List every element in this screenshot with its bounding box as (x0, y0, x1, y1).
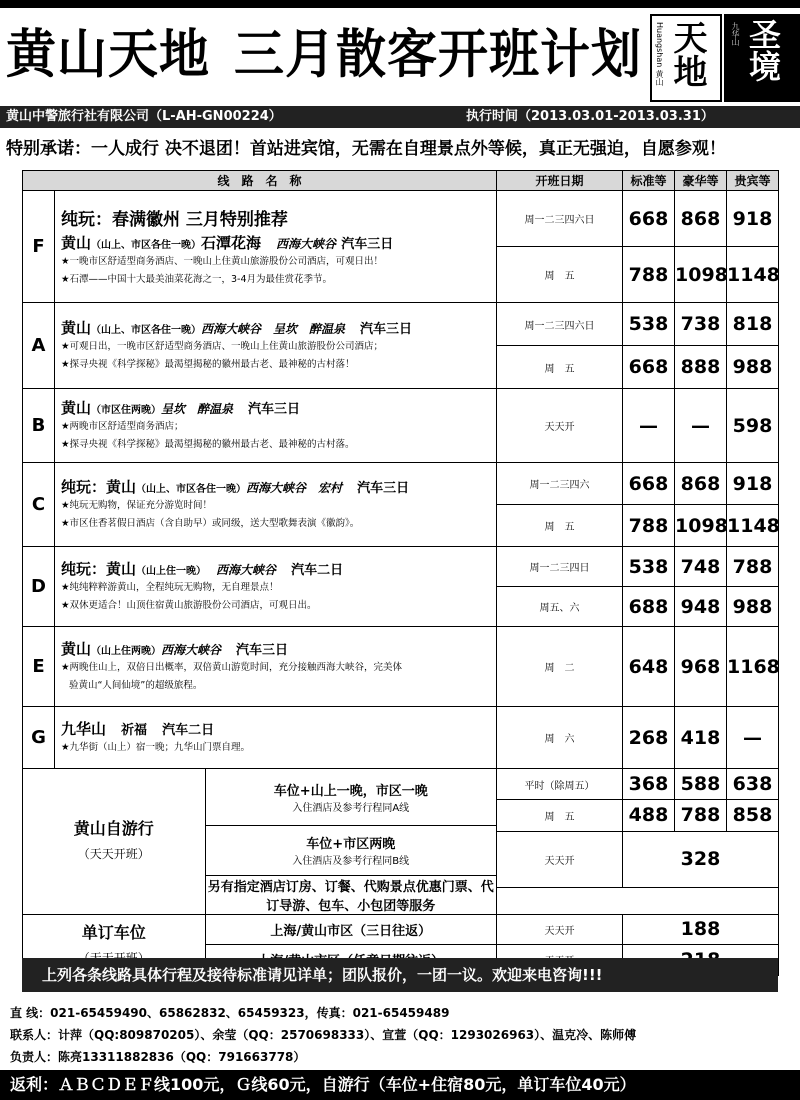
route-transport: 汽车三日 (341, 236, 394, 252)
route-note: ★纯纯粹粹游黄山，全程纯玩无购物，无自理景点！ (61, 582, 279, 593)
price-luxury: 418 (675, 707, 727, 769)
route-date: 周一二三四六日 (497, 303, 623, 346)
shengjing-logo-small: 九华山 (731, 22, 740, 46)
route-note: ★探寻央视《科学探秘》最渴望揭秘的徽州最古老、最神秘的古村落！ (61, 359, 355, 370)
route-note: 验黄山“人间仙境”的超级旅程。 (69, 680, 203, 691)
price-vip: 988 (727, 346, 779, 389)
route-name: 九华山 (61, 720, 107, 738)
header-vip: 贵宾等 (727, 171, 779, 191)
route-note: ★双休更适合！山顶住宿黄山旅游股份公司酒店，可观日出。 (61, 600, 317, 611)
price-luxury: 968 (675, 627, 727, 707)
self-tour-title: 黄山自游行 (73, 819, 154, 839)
route-c-row-1 (23, 463, 779, 505)
route-d-desc (55, 547, 497, 627)
contact-manager: 负责人：陈亮13311882836（QQ：791663778） (10, 1050, 306, 1064)
seat-route-1: 上海/黄山市区（三日往返） (205, 915, 496, 945)
route-g-desc (55, 707, 497, 769)
route-note: ★两晚市区舒适型商务酒店； (61, 421, 184, 432)
route-c-desc (55, 463, 497, 547)
footer-note: 上列各条线路具体行程及接待标准请见详单；团队报价，一团一议。欢迎来电咨询!!! (22, 958, 778, 992)
contact-phone: 直 线：021-65459490、65862832、65459323，传真：021-65459489 (10, 1006, 450, 1020)
route-date: 平时（除周五） (497, 769, 623, 800)
self-tour-label (23, 769, 205, 914)
route-headline: 纯玩：春满徽州 三月特别推荐 (61, 209, 288, 230)
route-stay: （山上、市区各住一晚） (91, 239, 202, 251)
seat-row-1 (23, 914, 779, 945)
route-e-desc (55, 627, 497, 707)
route-prefix: 纯玩： (61, 478, 107, 496)
agency-bar (0, 106, 800, 128)
header-standard: 标准等 (623, 171, 675, 191)
extra-services: 另有指定酒店订房、订餐、代购景点优惠门票、代订导游、包车、小包团等服务 (207, 879, 494, 914)
price-vip: 598 (727, 389, 779, 463)
option-2-sub: 入住酒店及参考行程同B线 (292, 856, 410, 867)
route-date: 周 五 (497, 346, 623, 389)
route-name: 黄山 (61, 319, 92, 337)
price-standard: 668 (623, 346, 675, 389)
route-stay: （山上、市区各住一晚） (136, 484, 247, 495)
option-1-title: 车位+山上一晚，市区一晚 (273, 783, 428, 799)
title-brand: 黄山天地 (6, 23, 210, 85)
self-tour-block (23, 769, 497, 915)
route-spots: 西海大峡谷 (161, 643, 222, 657)
route-f-row-1 (23, 191, 779, 247)
shengjing-logo (724, 14, 800, 102)
route-stay: （山上住两晚） (91, 646, 162, 657)
price-standard: 688 (623, 587, 675, 627)
route-transport: 汽车三日 (236, 643, 289, 658)
route-spots: 石潭花海 (201, 233, 262, 252)
price-standard: 788 (623, 505, 675, 547)
price-vip: 918 (727, 463, 779, 505)
price-luxury: 1098 (675, 505, 727, 547)
self-tour-option-1 (205, 769, 496, 825)
route-b-row (23, 389, 779, 463)
table-header-row (23, 171, 779, 191)
tiandi-logo-text: 天地 (667, 20, 707, 88)
route-note: ★九华街（山上）宿一晚；九华山门票自理。 (61, 742, 251, 753)
route-note: ★纯玩无购物，保证充分游览时间！ (61, 500, 213, 511)
seat-title: 单订车位 (81, 922, 146, 942)
route-f-desc (55, 191, 497, 303)
price-vip: 1148 (727, 247, 779, 303)
contact-people: 联系人：计萍（QQ:809870205）、余莹（QQ：2570698333）、宣萱（QQ：1293026963）、温克冷、陈师傅 (10, 1028, 637, 1042)
route-date: 周一二三四日 (497, 547, 623, 587)
execution-period: 执行时间（2013.03.01-2013.03.31） (466, 109, 714, 124)
price-vip: 818 (727, 303, 779, 346)
route-stay: （山上、市区各住一晚） (91, 325, 202, 336)
special-promise: 特别承诺：一人成行 决不退团！首站进宾馆，无需在自理景点外等候，真正无强迫，自愿参观！ (6, 139, 726, 159)
route-date: 周 五 (497, 247, 623, 303)
route-date: 天天开 (497, 389, 623, 463)
price-luxury: 868 (675, 463, 727, 505)
route-spots: 西海大峡谷 宏村 (246, 481, 343, 495)
route-stay: （市区住两晚） (91, 405, 162, 416)
self-tour-subtitle: （天天开班） (77, 847, 150, 862)
route-letter: D (23, 547, 55, 627)
route-name: 黄山 (61, 233, 92, 252)
page-title (6, 12, 642, 88)
price-standard: 788 (623, 247, 675, 303)
header-route: 线 路 名 称 (23, 171, 497, 191)
route-date: 周五、六 (497, 587, 623, 627)
price-luxury: 888 (675, 346, 727, 389)
header-date: 开班日期 (497, 171, 623, 191)
price-luxury: 788 (675, 800, 727, 831)
header-luxury: 豪华等 (675, 171, 727, 191)
route-spots: 西海大峡谷 (216, 563, 277, 577)
route-date: 周 六 (497, 707, 623, 769)
price-vip: 1148 (727, 505, 779, 547)
route-transport: 汽车二日 (291, 563, 344, 578)
price-standard: 668 (623, 191, 675, 247)
price-luxury: 738 (675, 303, 727, 346)
route-a-desc (55, 303, 497, 389)
route-transport: 汽车三日 (360, 322, 413, 337)
route-note: ★市区住香茗假日酒店（含自助早）或同级，送大型歌舞表演《徽韵》。 (61, 518, 360, 529)
route-date: 周 五 (497, 800, 623, 831)
route-a-row-1 (23, 303, 779, 346)
price-vip: — (727, 707, 779, 769)
option-2-title: 车位+市区两晚 (306, 837, 396, 852)
route-letter: A (23, 303, 55, 389)
extra-services-continued (497, 887, 779, 914)
price-vip: 988 (727, 587, 779, 627)
route-letter: E (23, 627, 55, 707)
tiandi-logo (650, 14, 722, 102)
price-luxury: 868 (675, 191, 727, 247)
price-vip: 858 (727, 800, 779, 831)
route-note: ★探寻央视《科学探秘》最渴望揭秘的徽州最古老、最神秘的古村落。 (61, 439, 355, 450)
route-spots: 西海大峡谷 呈坎 醉温泉 (201, 322, 346, 336)
route-d-row-1 (23, 547, 779, 587)
price-luxury: 748 (675, 547, 727, 587)
title-plan: 三月散客开班计划 (234, 23, 642, 85)
self-tour-inner (23, 769, 496, 914)
route-b-desc (55, 389, 497, 463)
price-vip: 788 (727, 547, 779, 587)
price-standard: 648 (623, 627, 675, 707)
route-spots: 呈坎 醉温泉 (161, 402, 234, 416)
price-luxury: 1098 (675, 247, 727, 303)
route-note: ★两晚住山上，双倍日出概率，双倍黄山游览时间，充分接触西海大峡谷，完美体 (61, 662, 403, 673)
price-single: 328 (623, 831, 779, 887)
price-standard: 538 (623, 303, 675, 346)
route-date: 周 五 (497, 505, 623, 547)
route-letter: C (23, 463, 55, 547)
tiandi-logo-small: Huangshan 黄山 (655, 22, 664, 86)
price-standard: 368 (623, 769, 675, 800)
self-tour-option-2 (205, 825, 496, 875)
route-transport: 汽车三日 (248, 402, 301, 417)
top-black-bar (0, 0, 800, 8)
rebate-bar: 返利：ＡＢＣＤＥＦ线100元，Ｇ线60元，自游行（车位+住宿80元，单订车位40元） (0, 1070, 800, 1100)
price-standard: 268 (623, 707, 675, 769)
route-g-row (23, 707, 779, 769)
route-price-table (22, 170, 779, 976)
price-standard: — (623, 389, 675, 463)
price-luxury: 588 (675, 769, 727, 800)
route-stay: （山上住一晚） (136, 566, 202, 577)
route-name: 黄山 (106, 560, 137, 578)
route-e-row (23, 627, 779, 707)
agency-name: 黄山中警旅行社有限公司（L-AH-GN00224） (6, 109, 282, 124)
route-name: 黄山 (61, 399, 92, 417)
route-name: 黄山 (106, 478, 137, 496)
price-vip: 638 (727, 769, 779, 800)
route-date: 天天开 (497, 914, 623, 945)
route-letter: G (23, 707, 55, 769)
route-letter: F (23, 191, 55, 303)
self-tour-row-1 (23, 769, 779, 800)
price-luxury: 948 (675, 587, 727, 627)
route-prefix: 纯玩： (61, 560, 107, 578)
route-note: ★石潭——中国十大最美油菜花海之一，3-4月为最佳赏花季节。 (61, 273, 333, 285)
price-standard: 488 (623, 800, 675, 831)
route-transport: 汽车二日 (162, 723, 215, 738)
price-standard: 668 (623, 463, 675, 505)
price-vip: 918 (727, 191, 779, 247)
option-1-sub: 入住酒店及参考行程同A线 (292, 802, 410, 814)
route-note: ★可观日出，一晚市区舒适型商务酒店、一晚山上住黄山旅游股份公司酒店； (61, 341, 384, 352)
route-note: ★一晚市区舒适型商务酒店、一晚山上住黄山旅游股份公司酒店，可观日出！ (61, 255, 384, 267)
route-transport: 汽车三日 (357, 481, 410, 496)
route-spots-2: 西海大峡谷 (276, 236, 337, 251)
price-luxury: — (675, 389, 727, 463)
shengjing-logo-text: 圣境 (744, 18, 782, 82)
price-vip: 1168 (727, 627, 779, 707)
price-single: 188 (623, 914, 779, 945)
route-date: 周 二 (497, 627, 623, 707)
route-name: 黄山 (61, 640, 92, 658)
route-date: 周一二三四六日 (497, 191, 623, 247)
route-letter: B (23, 389, 55, 463)
route-date: 周一二三四六 (497, 463, 623, 505)
route-spots: 祈福 (121, 723, 148, 738)
price-standard: 538 (623, 547, 675, 587)
route-date: 天天开 (497, 831, 623, 887)
